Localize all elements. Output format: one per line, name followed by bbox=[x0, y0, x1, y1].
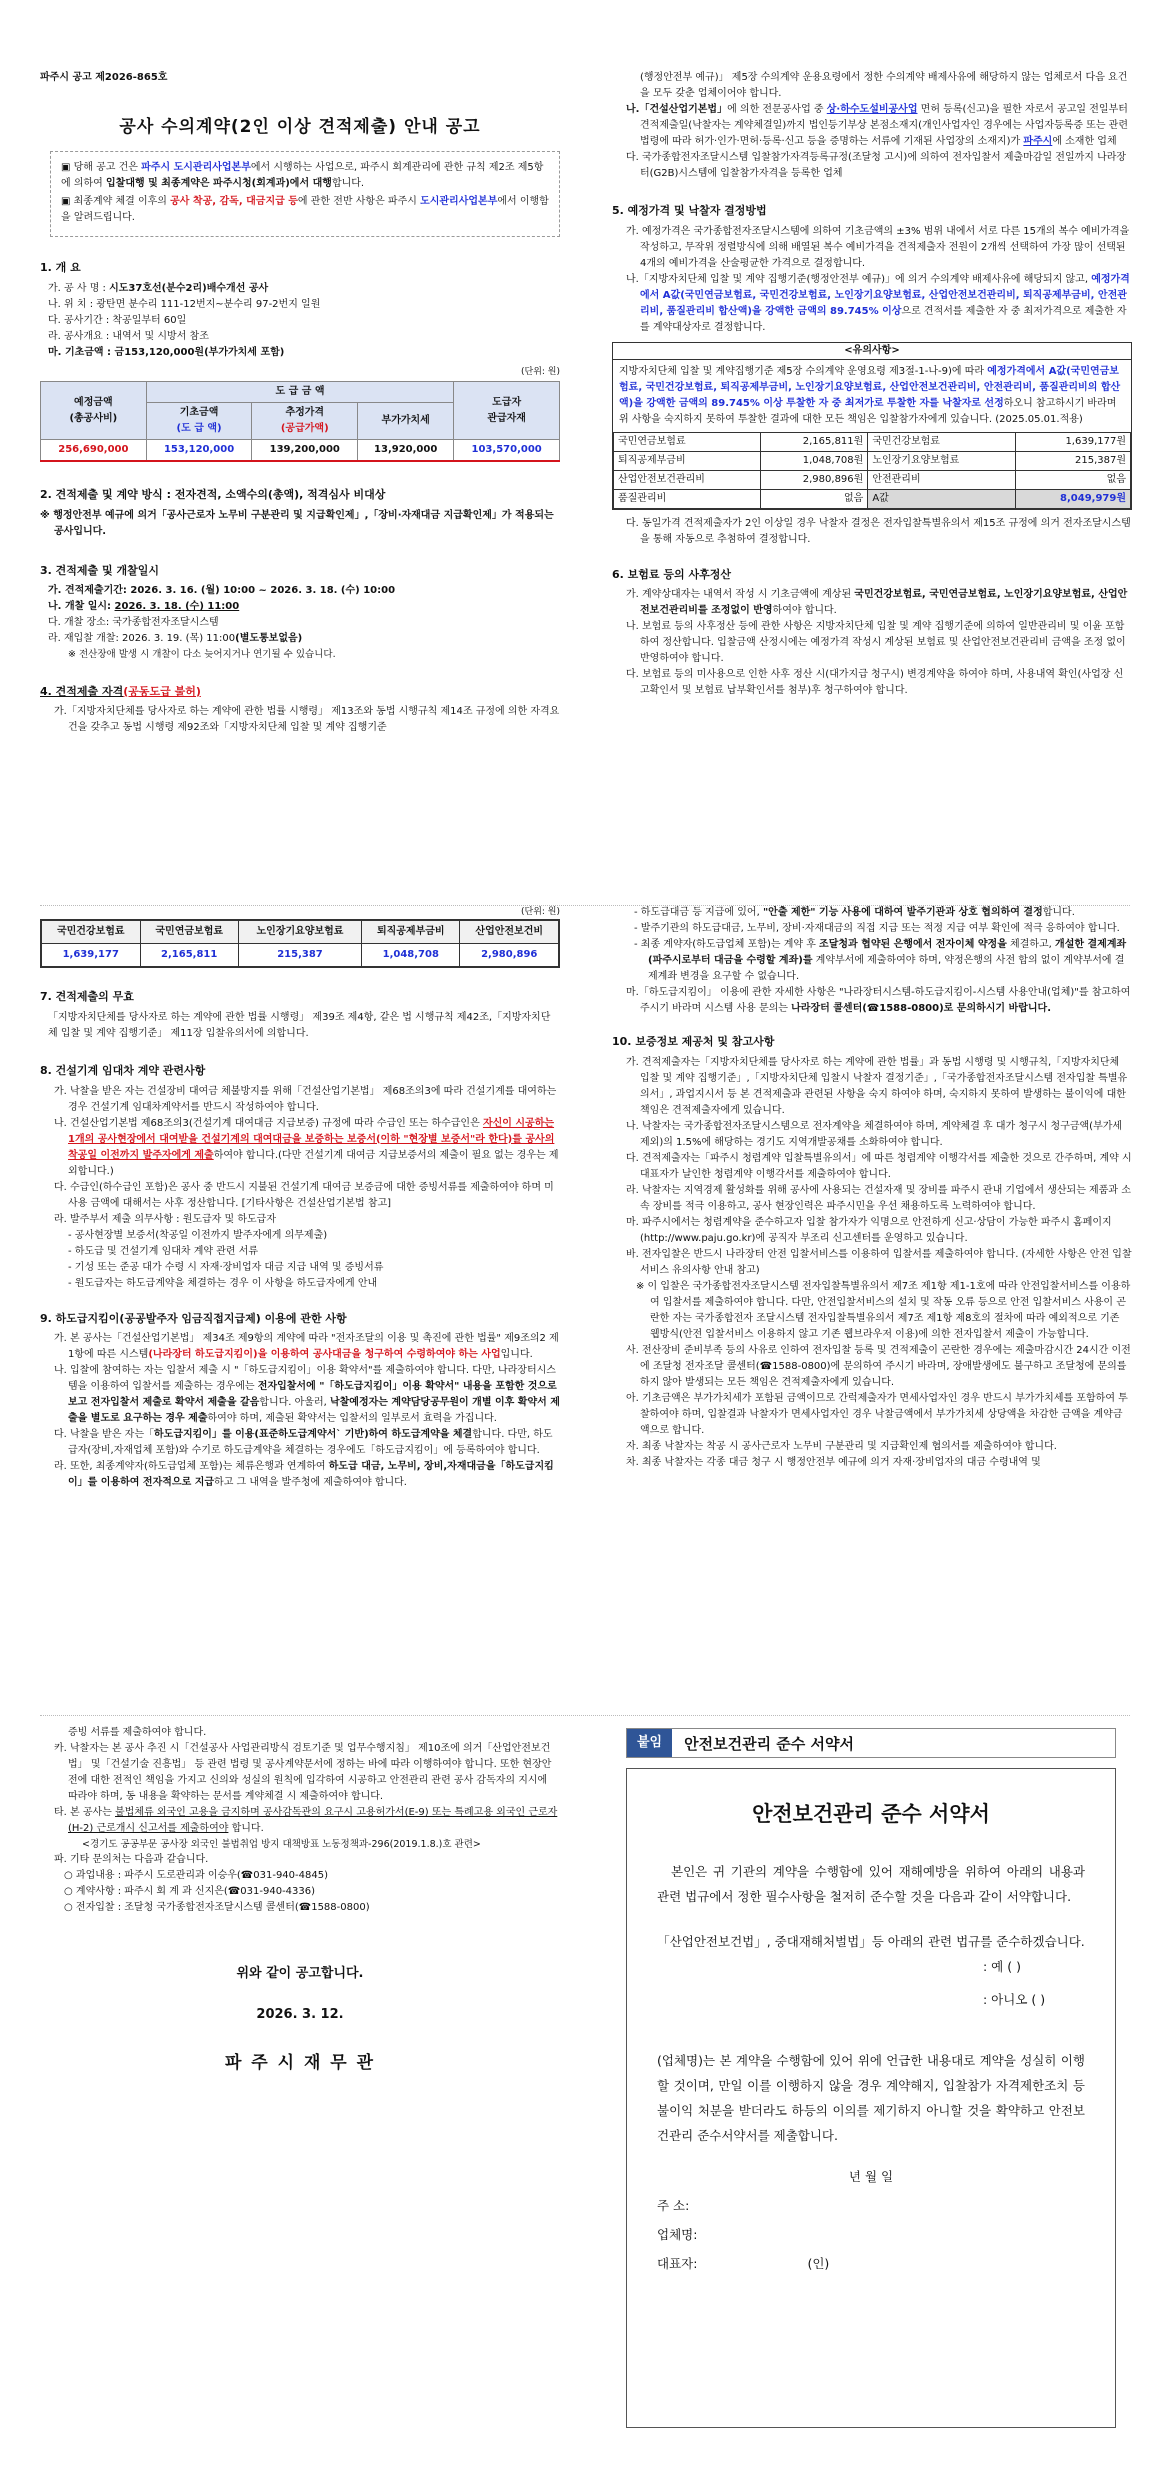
ins-value: 2,980,896 bbox=[460, 944, 559, 968]
hado-subitem: - 최종 계약자(하도급업체 포함)는 계약 후 조달청과 협약된 은행에서 전자이체 약정을 체결하고, 개설한 결제계좌(파주시로부터 대금을 수령할 계좌)를 계약부서에 제출하여야 하며, 약정은행의 사전 합의 없이 계약부서에 결제계좌 변경을 요구할 수 없습니다. bbox=[634, 939, 1127, 982]
s3-item-b: 나. 개찰 일시: 2026. 3. 18. (수) 11:00 bbox=[48, 601, 240, 613]
s10-item: 라. 낙찰자는 지역경제 활성화를 위해 공사에 사용되는 건설자재 및 장비를 파주시 관내 기업에서 생산되는 제품과 소속 장비를 적극 이용하고, 공사 현장인력은 파주시민을 우선 채용하도록 노력하여야 합니다. bbox=[626, 1184, 1131, 1212]
s9-item-b: 나. 입찰에 참여하는 자는 입찰서 제출 시 "「하도급지킴이」이용 확약서"를 제출하여야 합니다. 다만, 나라장터시스템을 이용하여 입찰서를 제출하는 경우에는 전자입찰서에 "「하도급지킴이」이용 확약서" 내용을 포함한 것으로 보고 전자입찰서 제출로 확약서 제출을 갈음합니다. 아울러, 낙찰예정자는 계약담당공무원이 개별 이후 확약서 제출을 별도로 요구하는 경우 제출하여야 하며, 제출된 확약서는 입찰서의 일부로서 효력을 가집니다. bbox=[54, 1365, 560, 1425]
pledge-address-field[interactable]: 주 소: bbox=[657, 2198, 690, 2213]
section-3-body bbox=[40, 583, 560, 662]
s7-body: 「지방자치단체를 당사자로 하는 계약에 관한 법률 시행령」 제39조 제4항, 같은 법 시행규칙 제42조,「지방자치단체 입찰 및 계약 집행기준」 제11장 입찰유의서에 의합니다. bbox=[48, 1011, 551, 1039]
s10-item: 마. 파주시에서는 청렴계약을 준수하고자 입찰 참가자가 익명으로 안전하게 신고·상담이 가능한 파주시 홈페이지(http://www.paju.go.kr)에 공직자 부조리 신고센터를 운영하고 있습니다. bbox=[626, 1216, 1112, 1244]
s8-item-a: 가. 낙찰을 받은 자는 건설장비 대여금 체불방지를 위해「건설산업기본법」 제68조의3에 따라 건설기계를 대여하는 경우 건설기계 임대차계약서를 반드시 작성하여야 합니다. bbox=[54, 1085, 557, 1113]
notice-line-1: ▣ 당해 공고 건은 파주시 도시관리사업본부에서 시행하는 사업으로, 파주시 회계관리에 관한 규칙 제2조 제5항에 의하여 입찰대행 및 최종계약은 파주시청(회계과)에서 대행합니다. bbox=[61, 162, 544, 190]
ins-value: 215,387 bbox=[238, 944, 361, 968]
header-vat: 부가가치세 bbox=[358, 403, 454, 440]
page3-left bbox=[40, 1725, 560, 2077]
overview-item: 가. 공 사 명 : 시도37호선(분수2리)배수개선 공사 bbox=[48, 282, 269, 294]
notice-box bbox=[50, 151, 560, 237]
ins-header: 노인장기요양보험료 bbox=[238, 920, 361, 944]
section-5-heading: 5. 예정가격 및 낙찰자 결정방법 bbox=[612, 204, 767, 217]
s8-item-b: 나. 건설산업기본법 제68조의3(건설기계 대여대금 지급보증) 규정에 따라 수급인 또는 하수급인은 자신이 시공하는 1개의 공사현장에서 대여받을 건설기계의 대여대금을 보증하는 보증서(이하 "현장별 보증서"라 한다)를 공사의 착공일 이전까지 발주자에게 제출하여야 합니다.(다만 건설기계 대여금 지급보증서의 제출이 필요 없는 경우는 제외합니다.) bbox=[54, 1117, 559, 1177]
s4-item-c: 다. 국가종합전자조달시스템 입찰참가자격등록규정(조달청 고시)에 의하여 전자입찰서 제출마감일 전일까지 나라장터(G2B)시스템에 입찰참가자격을 등록한 업체 bbox=[626, 152, 1127, 179]
section-2-note: ※ 행정안전부 예규에 의거「공사근로자 노무비 구분관리 및 지급확인제」,「장비·자재대금 지급확인제」가 적용되는 공사입니다. bbox=[40, 509, 554, 537]
hado-subitem: - 하도급대금 등 지급에 있어, "안출 제한" 기능 사용에 대하여 발주기관과 상호 협의하여 결정합니다. bbox=[634, 907, 1075, 918]
section-6-heading: 6. 보험료 등의 사후정산 bbox=[612, 567, 731, 581]
page1-right bbox=[612, 70, 1132, 699]
s3-item-c: 다. 개찰 장소: 국가종합전자조달시스템 bbox=[48, 617, 219, 629]
pledge-header-title: 안전보건관리 준수 서약서 bbox=[684, 1735, 854, 1753]
hado-subitem: - 발주기관의 하도급대금, 노무비, 장비·자재대금의 직접 지급 또는 적정 지급 여부 확인에 적극 응하여야 합니다. bbox=[634, 923, 1120, 934]
section-2-heading: 2. 견적제출 및 계약 방식 : 전자견적, 소액수의(총액), 적격심사 비대상 bbox=[40, 488, 386, 502]
s10-item: 다. 견적제출자는「파주시 청렴계약 입찰특별유의서」에 따른 청렴계약 이행각서를 제출한 것으로 간주하며, 계약 시 대표자가 날인한 청렴계약 이행각서를 제출하여야 합니다. bbox=[626, 1152, 1132, 1180]
p3-item-c-note: <경기도 공공부문 공사장 외국인 불법취업 방지 대책방표 노동정책과-296(2019.1.8.)호 관련> bbox=[82, 1839, 481, 1850]
ins-header: 국민연금보험료 bbox=[140, 920, 238, 944]
overview-item: 나. 위 치 : 광탄면 분수리 111-12번지~분수리 97-2번지 일원 bbox=[48, 298, 321, 310]
contact-item: ○ 전자입찰 : 조달청 국가종합전자조달시스템 콜센터(☎1588-0800) bbox=[64, 1902, 370, 1914]
s10-item: 차. 최종 낙찰자는 각종 대금 청구 시 행정안전부 예규에 의거 자재·장비업자의 대금 수령내역 및 bbox=[626, 1456, 1041, 1468]
closing-date: 2026. 3. 12. bbox=[256, 2006, 344, 2022]
s6-item-c: 다. 보험료 등의 미사용으로 인한 사후 정산 시(대가지급 청구시) 변경계약을 하여야 하며, 사용내역 확인(사업장 신고확인서 및 보험료 납부확인서를 첨부)후 청구하여야 합니다. bbox=[626, 669, 1124, 697]
ins-header: 퇴직공제부금비 bbox=[362, 920, 460, 944]
s4-item-a-cont: (행정안전부 예규)」 제5장 수의계약 운용요령에서 정한 수의계약 배제사유에 해당하지 않는 업체로서 다음 요건을 모두 갖춘 업체이어야 합니다. bbox=[640, 72, 1128, 99]
s10-item: 나. 낙찰자는 국가종합전자조달시스템으로 전자계약을 체결하여야 하며, 계약체결 후 대가 청구시 청구금액(부가세 제외)의 1.5%에 해당하는 경기도 지역개발공채를 소화하여야 합니다. bbox=[626, 1120, 1123, 1148]
value-vat: 13,920,000 bbox=[358, 440, 454, 462]
s6-item-a: 가. 계약상대자는 내역서 작성 시 기초금액에 계상된 국민건강보험료, 국민연금보험료, 노인장기요양보험료, 산업안전보건관리비를 조정없이 반영하여야 합니다. bbox=[626, 589, 1128, 617]
pledge-section bbox=[626, 1728, 1116, 2428]
s10-item: 사. 전산장비 준비부족 등의 사유로 인하여 전자입찰 등록 및 견적제출이 곤란한 경우에는 제출마감시간 24시간 이전에 조달청 전자조달 콜센터(☎1588-0800)에 문의하여 주시기 바라며, 장애발생에도 불구하고 조달청에 문의를 하지 않아 발생되는 모든 책임은 견적제출자에게 있습니다. bbox=[626, 1344, 1131, 1388]
s4-item-b: 나.「건설산업기본법」에 의한 전문공사업 중 상·하수도설비공사업 면허 등록(신고)을 필한 자로서 공고일 전일부터 견적제출일(낙찰자는 계약체결일)까지 법인등기부상 본점소재지(개인사업자인 경우에는 사업자등록증 또는 관련법령에 따라 허가·인가·면허·등록·신고 등을 증명하는 서류에 기재된 사업장의 소재지)가 파주시에 소재한 업체 bbox=[626, 104, 1128, 147]
s6-item-b: 나. 보험료 등의 사후정산 등에 관한 사항은 지방자치단체 입찰 및 계약 집행기준에 의하여 일반관리비 및 이윤 포함하여 정산합니다. 입찰금액 산정시에는 예정가격 작성시 계상된 보험료 및 산업안전보건관리비 금액을 조정 없이 반영하여야 합니다. bbox=[626, 621, 1126, 665]
s8-sublist bbox=[40, 1228, 560, 1292]
closing-text: 위와 같이 공고합니다. bbox=[236, 1966, 364, 1982]
section-4-heading: 4. 견적제출 자격(공동도급 불허) bbox=[40, 684, 201, 698]
pledge-company-field[interactable]: 업체명: bbox=[657, 2227, 698, 2242]
notice-number: 파주시 공고 제2026-865호 bbox=[40, 72, 168, 83]
section-3-heading: 3. 견적제출 및 개찰일시 bbox=[40, 563, 159, 577]
ins-header: 국민건강보험료 bbox=[41, 920, 140, 944]
section-10-heading: 10. 보증정보 제공처 및 참고사항 bbox=[612, 1035, 775, 1048]
s5-item-c: 다. 동일가격 견적제출자가 2인 이상일 경우 낙찰자 결정은 전자입찰특별유의서 제15조 규정에 의거 전자조달시스템을 통해 자동으로 추첨하여 결정합니다. bbox=[626, 517, 1131, 545]
value-gwan: 103,570,000 bbox=[454, 440, 560, 462]
contact-item: ○ 계약사항 : 파주시 회 계 과 신지은(☎031-940-4336) bbox=[64, 1886, 316, 1898]
p3-item-c: 타. 본 공사는 불법체류 외국인 고용을 금지하며 공사감독관의 요구시 고용허가서(E-9) 또는 특례고용 외국인 근로자(H-2) 근로개시 신고서를 제출하여야 합니다. bbox=[54, 1807, 558, 1834]
s3-item-e: ※ 전산장애 발생 시 개찰이 다소 늦어지거나 연기될 수 있습니다. bbox=[68, 649, 336, 661]
s9-item-d: 라. 또한, 최종계약자(하도급업체 포함)는 체류은행과 연계하여 하도급 대금, 노무비, 장비,자재대금을「하도급지킴이」를 이용하여 전자적으로 지급하고 그 내역을 발주청에 제출하여야 합니다. bbox=[54, 1461, 554, 1489]
value-adj: 139,200,000 bbox=[252, 440, 358, 462]
s3-item-d: 라. 재입찰 개찰: 2026. 3. 19. (목) 11:00(별도통보없음) bbox=[48, 633, 303, 645]
signer: 파 주 시 재 무 관 bbox=[224, 2052, 376, 2073]
hado-sublist bbox=[612, 905, 1132, 985]
rate-row: 퇴직공제부금비 1,048,708원 노인장기요양보험료 215,387원 bbox=[614, 451, 1131, 470]
rate-row: 산업안전보건관리비 2,980,896원 안전관리비 없음 bbox=[614, 470, 1131, 489]
s5-item-b: 나.「지방자치단체 입찰 및 계약 집행기준(행정안전부 예규)」에 의거 수의계약 배제사유에 해당되지 않고, 예정가격에서 A값(국민연금보험료, 국민건강보험료, 노인장기요양보험료, 산업안전보건관리비, 퇴직공제부금비, 안전관리비, 품질관리비 합산액)을 강액한 금액의 89.745% 이상으로 견적서를 제출한 자 중 최저가격으로 제출한 자를 계약대상자로 결정합니다. bbox=[626, 273, 1130, 333]
s3-item-a: 가. 견적제출기간: 2026. 3. 16. (월) 10:00 ~ 2026. 3. 18. (수) 10:00 bbox=[48, 585, 396, 597]
page-title: 공사 수의계약(2인 이상 견적제출) 안내 공고 bbox=[119, 117, 481, 137]
caution-box bbox=[612, 342, 1132, 510]
overview-item: 라. 공사개요 : 내역서 및 시방서 참조 bbox=[48, 330, 209, 342]
s10-item: 가. 견적제출자는「지방자치단체를 당사자로 하는 계약에 관한 법률」과 동법 시행령 및 시행규칙,「지방자치단체 입찰 및 계약 집행기준」,「지방자치단체 입찰시 낙찰자 결정기준」,「국가종합전자조달시스템 전자입찰 특별유의서」, 과업지시서 등 본 견적제출과 관련된 사항을 숙지 하여야 하며, 숙지하지 못하여 발생하는 불이익에 대한 책임은 견적제출자에게 있습니다. bbox=[626, 1056, 1128, 1116]
s4-item-a: 가.「지방자치단체를 당사자로 하는 계약에 관한 법률 시행령」 제13조와 동법 시행규칙 제14조 규정에 의한 자격요건을 갖추고 동법 시행령 제92조와「지방자치단체 입찰 및 계약 집행기준 bbox=[54, 706, 560, 734]
header-est: 예정금액 (총공사비) bbox=[41, 382, 147, 440]
s9-item-e: 마.「하도급지킴이」 이용에 관한 자세한 사항은 "나라장터시스템-하도급지킴이-시스템 사용안내(업체)"를 참고하여 주시기 바라며 시스템 사용 문의는 나라장터 콜센터(☎1588-0800)로 문의하시기 바랍니다. bbox=[626, 987, 1131, 1014]
caution-title: <유의사항> bbox=[613, 343, 1131, 360]
p3-item-d: 파. 기타 문의처는 다음과 같습니다. bbox=[54, 1854, 209, 1866]
overview-list bbox=[40, 281, 560, 361]
s10-item: 바. 전자입찰은 반드시 나라장터 안전 입찰서비스를 이용하여 입찰서를 제출하여야 합니다. (자세한 사항은 안전 입찰서비스 유의사항 안내 참고) bbox=[626, 1248, 1132, 1276]
rate-row: 품질관리비 없음 A값 8,049,979원 bbox=[614, 489, 1131, 508]
section-7-heading: 7. 견적제출의 무효 bbox=[40, 990, 134, 1004]
value-base: 153,120,000 bbox=[146, 440, 252, 462]
s8-item-d: 라. 발주부서 제출 의무사항 : 원도급자 및 하도급자 bbox=[54, 1213, 276, 1225]
s8-subitem: - 하도급 및 건설기계 임대차 계약 관련 서류 bbox=[68, 1245, 259, 1257]
ins-value: 2,165,811 bbox=[140, 944, 238, 968]
page1-left bbox=[40, 70, 560, 736]
s8-subitem: - 기성 또는 준공 대가 수령 시 자재·장비업자 대금 지급 내역 및 증빙서류 bbox=[68, 1261, 384, 1273]
s8-subitem: - 원도급자는 하도급계약을 체결하는 경우 이 사항을 하도급자에게 안내 bbox=[68, 1277, 378, 1289]
attachment-tag: 붙임 bbox=[627, 1729, 672, 1757]
pledge-option-no[interactable]: : 아니오 ( ) bbox=[983, 1992, 1046, 2007]
pledge-title: 안전보건관리 준수 서약서 bbox=[752, 1802, 990, 1826]
unit-label-2: (단위: 원) bbox=[521, 907, 560, 917]
s10-item: ※ 이 입찰은 국가종합전자조달시스템 전자입찰특별유의서 제7조 제1항 제1-1호에 따라 안전입찰서비스를 이용하여 입찰서를 제출하여야 합니다. 다만, 안전입찰서비스의 설치 및 작동 오류 등으로 안전 입찰서비스 사용이 곤란한 자는 국가종합전자 조달시스템 전자입찰특별유의서 제7조 제1항 제8호의 절차에 따라 예외적으로 기존 웹방식(안전 입찰서비스 이용하지 않고 기존 웹브라우저 이용)에 의한 전자입찰서 제출이 가능합니다. bbox=[636, 1280, 1131, 1340]
rate-row: 국민연금보험료 2,165,811원 국민건강보험료 1,639,177원 bbox=[614, 432, 1131, 451]
p3-item-cont: 증빙 서류를 제출하여야 합니다. bbox=[68, 1727, 207, 1738]
s9-item-a: 가. 본 공사는「건설산업기본법」 제34조 제9항의 계약에 따라 "전자조달의 이용 및 촉진에 관한 법률" 제9조의2 제1항에 따른 시스템(나라장터 하도급지킴이)을 이용하여 공사대금을 청구하여 수령하여야 하는 사업입니다. bbox=[54, 1333, 559, 1361]
pledge-header bbox=[626, 1728, 1116, 1758]
page-divider-2 bbox=[40, 1715, 1130, 1716]
header-dogeup: 도 급 금 액 bbox=[146, 382, 454, 403]
overview-item: 마. 기초금액 : 금153,120,000원(부가가치세 포함) bbox=[48, 346, 285, 358]
overview-item: 다. 공사기간 : 착공일부터 60일 bbox=[48, 314, 187, 326]
unit-label: (단위: 원) bbox=[521, 366, 560, 377]
header-base: 기초금액 (도 급 액) bbox=[146, 403, 252, 440]
header-gwan: 도급자 관급자재 bbox=[454, 382, 560, 440]
s8-item-c: 다. 수급인(하수급인 포함)은 공사 중 반드시 지불된 건설기계 대여금 보증금에 대한 증빙서류를 제출하여야 하며 미사용 금액에 대해서는 사후 정산합니다. [기타사항은 건설산업기본법 참고] bbox=[54, 1181, 554, 1209]
pledge-para-1: 본인은 귀 기관의 계약을 수행함에 있어 재해예방을 위하여 아래의 내용과 관련 법규에서 정한 필수사항을 철저히 준수할 것을 다음과 같이 서약합니다. bbox=[657, 1864, 1085, 1904]
pledge-option-yes[interactable]: : 예 ( ) bbox=[983, 1959, 1021, 1974]
ins-value: 1,048,708 bbox=[362, 944, 460, 968]
s8-subitem: - 공사현장별 보증서(착공일 이전까지 발주자에게 의무제출) bbox=[68, 1229, 328, 1241]
pledge-form bbox=[626, 1768, 1116, 2428]
s10-item: 아. 기초금액은 부가가치세가 포함된 금액이므로 간럭제출자가 면세사업자인 경우 반드시 부가가치세를 포함하여 투찰하여야 하며, 입찰결과 낙찰자가 면세사업자인 경우 낙찰금액에서 부가가치세 상당액을 차감한 금액을 계약금액으로 합니다. bbox=[626, 1392, 1128, 1436]
value-est: 256,690,000 bbox=[41, 440, 147, 462]
ins-header: 산업안전보건비 bbox=[460, 920, 559, 944]
insurance-table bbox=[40, 919, 560, 968]
header-adj: 추정가격 (공급가액) bbox=[252, 403, 358, 440]
page2-left bbox=[40, 905, 560, 1491]
seal-mark: (인) bbox=[807, 2256, 830, 2271]
pledge-para-2: 「산업안전보건법」, 중대재해처벌법」등 아래의 관련 법규를 준수하겠습니다. bbox=[657, 1934, 1085, 1949]
s5-item-a: 가. 예정가격은 국가종합전자조달시스템에 의하여 기초금액의 ±3% 범위 내에서 서로 다른 15개의 복수 예비가격을 작성하고, 무작위 정렬방식에 의해 배열된 복수 예비가격을 견적제출자 전원이 2개씩 선택하여 가장 많이 선택된 4개의 예비가격을 산술평균한 가격으로 결정합니다. bbox=[626, 225, 1130, 269]
amount-table bbox=[40, 381, 560, 462]
contact-list bbox=[40, 1868, 560, 1916]
pledge-para-3: (업체명)는 본 계약을 수행함에 있어 위에 언급한 내용대로 계약을 성실히 이행할 것이며, 만일 이를 이행하지 않을 경우 계약해지, 입찰참가 자격제한조치 등 불이익 처분을 받더라도 하등의 이의를 제기하지 아니할 것을 확약하고 안전보건관리 준수서약서를 제출합니다. bbox=[657, 2053, 1085, 2143]
s9-item-c: 다. 낙찰을 받은 자는「하도급지킴이」를 이용(표준하도급계약서` 기반)하여 하도급계약을 체결합니다. 다만, 하도급자(장비,자재업체 포함)와 수기로 하도급계약을 체결하는 경우에도「하도급지킴이」에 등록하여야 합니다. bbox=[54, 1429, 553, 1457]
section-8-heading: 8. 건설기계 임대차 계약 관련사항 bbox=[40, 1063, 206, 1077]
section-9-heading: 9. 하도급지킴이(공공발주자 임금직접지급제) 이용에 관한 사항 bbox=[40, 1311, 347, 1325]
rate-table bbox=[613, 432, 1131, 509]
pledge-representative-field[interactable]: 대표자: (인) bbox=[657, 2256, 830, 2271]
p3-item-b: 카. 낙찰자는 본 공사 추진 시「건설공사 사업관리방식 검토기준 및 업무수행지침」 제10조에 의거「산업안전보건법」 및「건설기술 진흥법」 등 관련 법령 및 공사계약문서에 정하는 바에 따라 이행하여야 합니다. 또한 현장안전에 대한 전적인 책임을 가지고 신의와 성실의 원칙에 입각하여 시공하고 안전관리 관련 공사 감독자의 지시에 따라야 하며, 동 내용을 확약하는 문서를 계약체결 시 제출하여야 합니다. bbox=[54, 1743, 552, 1802]
ins-value: 1,639,177 bbox=[41, 944, 140, 968]
s10-item: 자. 최종 낙찰자는 착공 시 공사근로자 노무비 구분관리 및 지급확인제 협의서를 제출하여야 합니다. bbox=[626, 1440, 1057, 1452]
page2-right bbox=[612, 905, 1132, 1471]
pledge-date[interactable]: 년 월 일 bbox=[848, 2169, 894, 2184]
contact-item: ○ 과업내용 : 파주시 도로관리과 이승우(☎031-940-4845) bbox=[64, 1870, 328, 1882]
caution-body: 지방자치단체 입찰 및 계약집행기준 제5장 수의계약 운영요령 제3절-1-나-9)에 따라 예정가격에서 A값(국민연금보험료, 국민건강보험료, 퇴직공제부금비, 노인장기요양보험료, 산업안전보건관리비, 안전관리비, 품질관리비의 합산액)을 강액한 금액의 89.745% 이상 투찰한 자 중 최저가로 투찰한 자를 낙찰자로 선정하오니 참고하시기 바라며 위 사항을 숙지하지 못하여 투찰한 결과에 대한 모든 책임은 입찰참가자에게 있습니다. (2025.05.01.적용) bbox=[619, 365, 1121, 425]
section-1-heading: 1. 개 요 bbox=[40, 261, 81, 275]
notice-line-2: ▣ 최종계약 체결 이후의 공사 착공, 감독, 대금지급 등에 관한 전반 사항은 파주시 도시관리사업본부에서 이행함을 알려드립니다. bbox=[61, 196, 549, 224]
